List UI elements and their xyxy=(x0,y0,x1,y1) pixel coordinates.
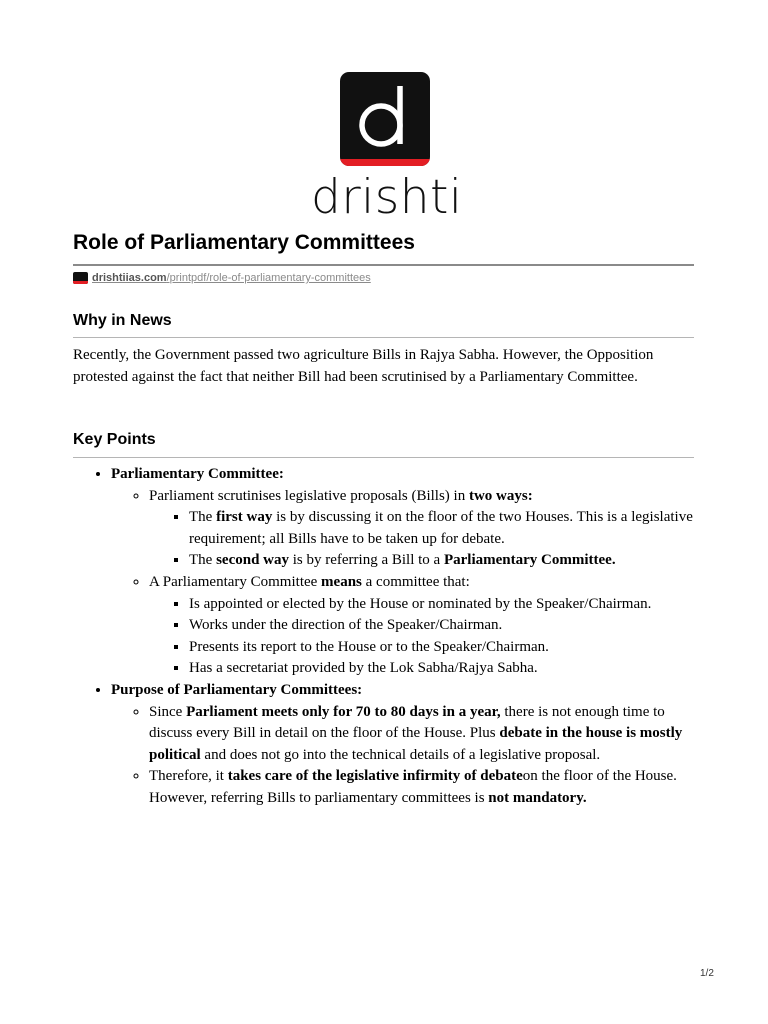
ways-sublist xyxy=(149,507,698,572)
therefore-pre: Therefore, it xyxy=(149,768,228,785)
key-points-divider xyxy=(73,457,694,458)
second-way-text: is by referring a Bill to a xyxy=(289,552,444,569)
title-divider xyxy=(73,264,694,266)
why-in-news-divider xyxy=(73,337,694,338)
logo-red-band xyxy=(340,159,430,166)
second-way-pre: The xyxy=(189,552,217,569)
means-bold: means xyxy=(321,573,362,590)
drishti-logo xyxy=(311,72,461,224)
pc-title: Parliamentary Committee: xyxy=(111,466,284,482)
list-item xyxy=(149,766,698,809)
site-favicon-icon xyxy=(73,272,88,284)
key-points-heading: Key Points xyxy=(73,431,156,448)
source-path: /printpdf/role-of-parliamentary-committees xyxy=(166,272,371,284)
logo-badge xyxy=(340,72,430,166)
ways-bold: two ways: xyxy=(468,487,533,504)
since-bold: Parliament meets only for 70 to 80 days in a year, xyxy=(186,703,501,720)
since-pre: Since xyxy=(149,703,187,720)
since-bold2: debate in the house is mostly political xyxy=(149,725,683,763)
logo-d-glyph xyxy=(340,72,430,166)
pc-sublist xyxy=(111,486,698,680)
page-title: Role of Parliamentary Committees xyxy=(73,231,415,254)
list-item: ▪ Presents its report to the House or to the Speaker/Chairman. xyxy=(189,637,698,659)
purpose-title: Purpose of Parliamentary Committees: xyxy=(111,681,363,698)
first-way-text: is by discussing it on the floor of the two Houses. This is a legislative requirement; all Bills have to be taken up for debate. xyxy=(189,509,693,547)
list-item xyxy=(111,680,698,810)
source-link[interactable] xyxy=(92,270,371,286)
purpose-sublist xyxy=(111,702,698,810)
list-item xyxy=(111,464,698,680)
source-line xyxy=(73,270,371,286)
why-in-news-heading: Why in News xyxy=(73,312,172,329)
means-pre: A Parliamentary Committee xyxy=(149,573,322,590)
logo-wordmark: drishti xyxy=(311,170,463,225)
ways-text: Parliament scrutinises legislative proposals (Bills) in xyxy=(149,487,469,504)
since-text: there is not enough time to discuss every Bill in detail on the floor of the House. Plus xyxy=(149,703,665,742)
therefore-bold: takes care of the legislative infirmity of debate xyxy=(227,768,523,785)
list-item: ▪ Has a secretariat provided by the Lok Sabha/Rajya Sabha. xyxy=(189,658,698,680)
list-item: ▪ Works under the direction of the Speaker/Chairman. xyxy=(189,615,698,637)
source-domain: drishtiias.com xyxy=(92,272,167,284)
why-in-news-text: Recently, the Government passed two agriculture Bills in Rajya Sabha. However, the Opposition protested against the fact that neither Bill had been scrutinised by a Parliamentary Committee. xyxy=(73,347,654,385)
second-way-bold2: Parliamentary Committee. xyxy=(443,552,616,569)
means-sublist xyxy=(149,594,698,680)
first-way-bold: first way xyxy=(216,509,273,526)
second-way-bold: second way xyxy=(216,552,289,569)
list-item xyxy=(149,486,698,572)
therefore-text: on the floor of the House. However, referring Bills to parliamentary committees is xyxy=(149,768,677,806)
first-way-pre: The xyxy=(189,509,217,526)
means-post: a committee that: xyxy=(361,573,470,590)
list-item xyxy=(149,572,698,680)
since-post: and does not go into the technical details of a legislative proposal. xyxy=(204,746,601,763)
key-points-content xyxy=(73,464,698,810)
page-number: 1/2 xyxy=(700,968,714,979)
key-points-list xyxy=(73,464,698,810)
list-item: ▪ Is appointed or elected by the House or nominated by the Speaker/Chairman. xyxy=(189,594,698,616)
list-item xyxy=(189,507,698,550)
list-item xyxy=(149,702,698,767)
therefore-bold2: not mandatory. xyxy=(488,789,587,806)
list-item xyxy=(189,550,698,572)
